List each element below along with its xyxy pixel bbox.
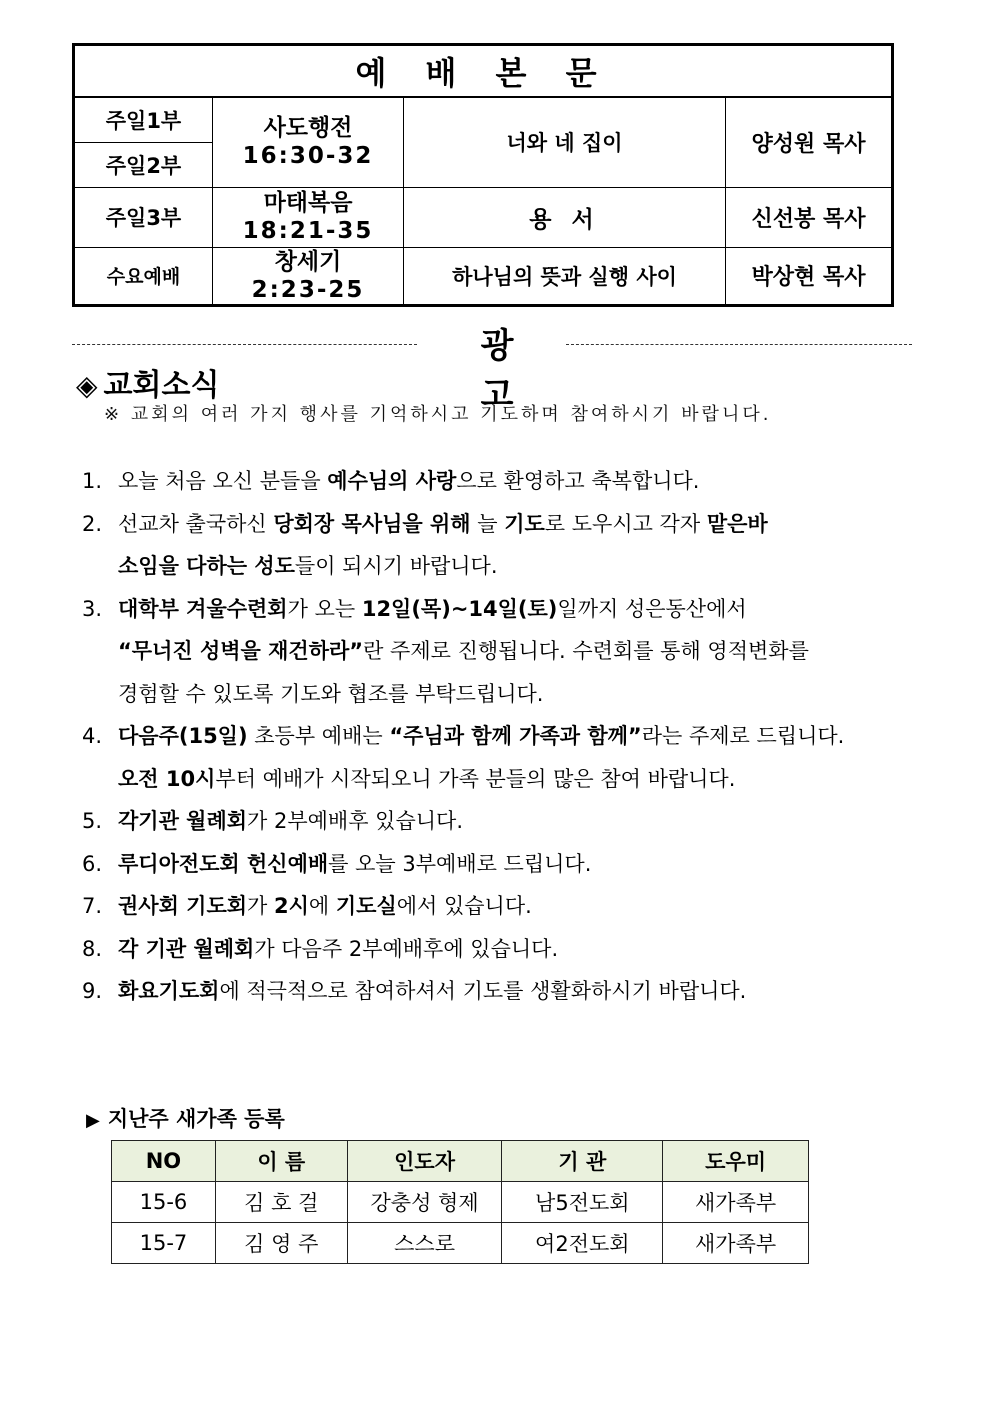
new-family-heading — [86, 1103, 285, 1133]
passage-ref: 18:21-35 — [242, 218, 374, 244]
list-item: 9. 화요기도회에 적극적으로 참여하셔서 기도를 생활화하시기 바랍니다. — [82, 979, 747, 1003]
service-label-3: 주일3부 — [74, 187, 213, 247]
passage-ref: 16:30-32 — [242, 143, 374, 170]
dashed-line-left — [72, 344, 417, 345]
table-cell: 새가족부 — [663, 1182, 809, 1223]
list-item: 7. 권사회 기도회가 2시에 기도실에서 있습니다. — [82, 894, 532, 918]
table-cell: 남5전도회 — [502, 1182, 663, 1223]
church-news-note: ※ 교회의 여러 가지 행사를 기억하시고 기도하며 참여하시기 바랍니다. — [104, 404, 772, 425]
announcement-title: 광 고 — [480, 326, 544, 415]
column-header: NO — [112, 1141, 216, 1182]
column-header: 이 름 — [215, 1141, 347, 1182]
list-item: 4. 다음주(15일) 초등부 예배는 “주님과 함께 가족과 함께”라는 주제로 드립니다. 오전 10시부터 예배가 시작되오니 가족 분들의 많은 참여 바랍니다. — [82, 724, 845, 791]
preacher-name: 양성원 목사 — [726, 97, 893, 187]
table-cell: 김 영 주 — [215, 1223, 347, 1264]
sermon-topic: 너와 네 집이 — [404, 97, 726, 187]
passage-ref: 2:23-25 — [251, 276, 365, 303]
new-family-title: 지난주 새가족 등록 — [107, 1107, 285, 1131]
column-header: 인도자 — [347, 1141, 502, 1182]
diamond-bullet-icon: ◈ — [76, 369, 98, 402]
column-header: 도우미 — [663, 1141, 809, 1182]
passage-book: 마태복음 — [263, 190, 353, 216]
sermon-topic: 하나님의 뜻과 실행 사이 — [404, 247, 726, 305]
table-header-row — [112, 1141, 809, 1182]
table-cell: 여2전도회 — [502, 1223, 663, 1264]
sermon-table-title: 예 배 본 문 — [74, 45, 893, 98]
new-family-table — [111, 1140, 809, 1264]
list-item: 5. 각기관 월례회가 2부예배후 있습니다. — [82, 809, 463, 833]
table-cell: 스스로 — [347, 1223, 502, 1264]
passage-book: 사도행전 — [263, 115, 353, 142]
church-news-title: 교회소식 — [103, 368, 220, 403]
sermon-topic: 용 서 — [404, 187, 726, 247]
table-cell: 새가족부 — [663, 1223, 809, 1264]
table-row — [112, 1182, 809, 1223]
preacher-name: 박상현 목사 — [726, 247, 893, 305]
table-row — [112, 1223, 809, 1264]
table-cell: 김 호 걸 — [215, 1182, 347, 1223]
table-cell: 15-6 — [112, 1182, 216, 1223]
preacher-name: 신선봉 목사 — [726, 187, 893, 247]
passage-cell — [213, 187, 404, 247]
dashed-line-right — [566, 344, 912, 345]
table-cell: 15-7 — [112, 1223, 216, 1264]
list-item: 3. 대학부 겨울수련회가 오는 12일(목)~14일(토)일까지 성은동산에서 “무너진 성벽을 재건하라”란 주제로 진행됩니다. 수련회를 통해 영적변화를 경험할 수 있도록 기도와 협조를 부탁드립니다. — [82, 596, 809, 706]
list-item: 6. 루디아전도회 헌신예배를 오늘 3부예배로 드립니다. — [82, 851, 592, 876]
church-news-heading — [76, 360, 219, 404]
table-cell: 강충성 형제 — [347, 1182, 502, 1223]
column-header: 기 관 — [502, 1141, 663, 1182]
list-item: 8. 각 기관 월례회가 다음주 2부예배후에 있습니다. — [82, 936, 559, 961]
service-label-2: 주일2부 — [74, 142, 213, 187]
sermon-table — [72, 43, 894, 307]
list-item: 2. 선교차 출국하신 당회장 목사님을 위해 늘 기도로 도우시고 각자 맡은바 소임을 다하는 성도들이 되시기 바랍니다. — [82, 511, 768, 578]
passage-cell — [213, 247, 404, 305]
passage-cell — [213, 97, 404, 187]
passage-book: 창세기 — [274, 248, 342, 275]
announcement-list — [82, 460, 882, 1013]
service-label-1: 주일1부 — [74, 97, 213, 142]
service-label-wed: 수요예배 — [74, 247, 213, 305]
triangle-bullet-icon: ▶ — [86, 1110, 100, 1131]
list-item: 1. 오늘 처음 오신 분들을 예수님의 사랑으로 환영하고 축복합니다. — [82, 469, 700, 493]
